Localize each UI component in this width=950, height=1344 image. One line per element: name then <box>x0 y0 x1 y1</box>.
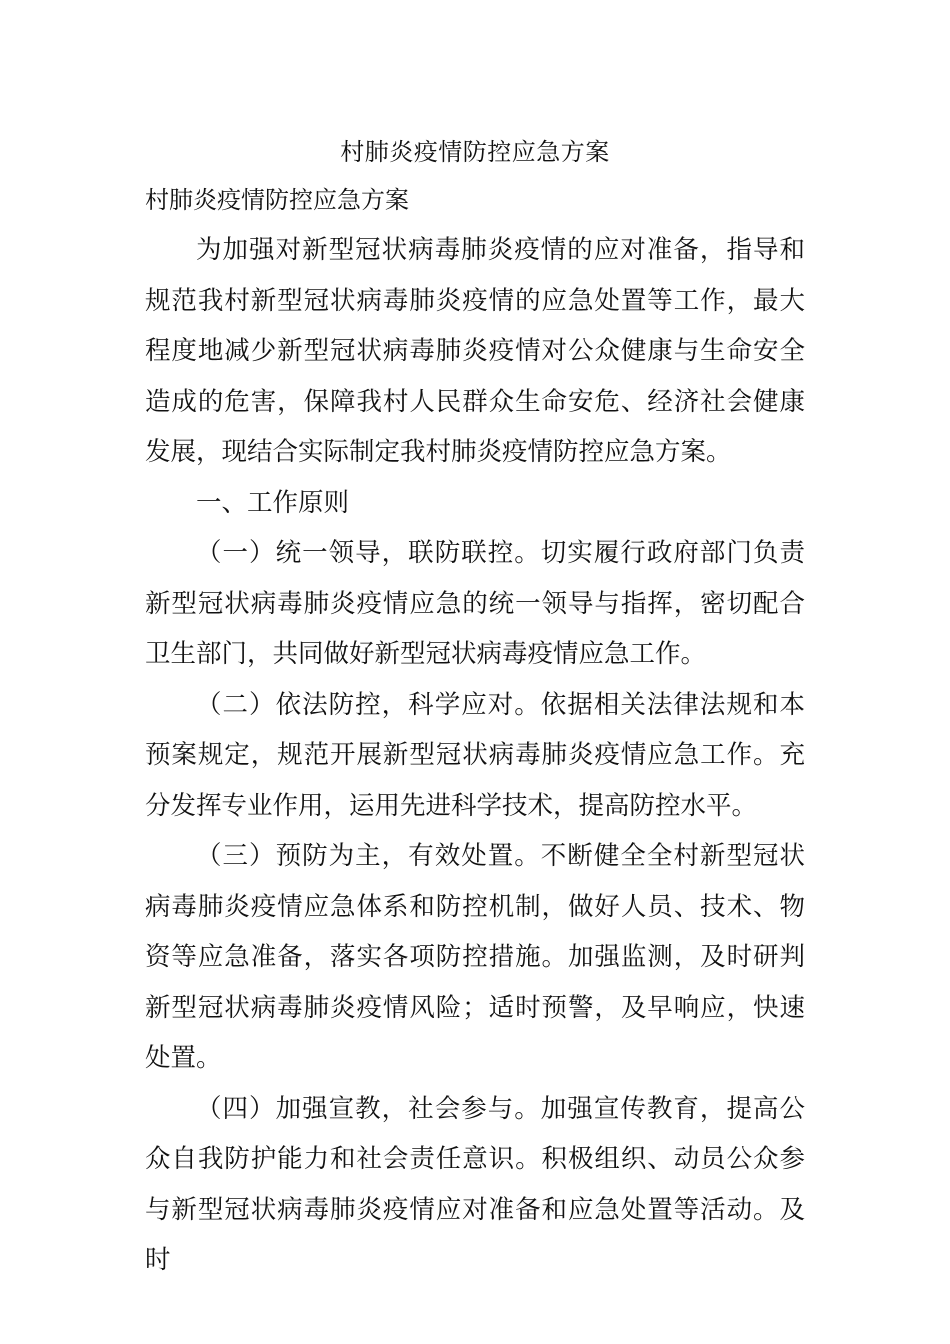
document-title: 村肺炎疫情防控应急方案 <box>340 138 610 166</box>
document-subtitle: 村肺炎疫情防控应急方案 <box>145 186 409 214</box>
paragraph-principle-3: （三）预防为主，有效处置。不断健全全村新型冠状病毒肺炎疫情应急体系和防控机制，做好人员、技术、物资等应急准备，落实各项防控措施。加强监测，及时研判新型冠状病毒肺炎疫情风险；适时预警，及早响应，快速处置。 <box>145 841 805 1073</box>
paragraph-principle-2: （二）依法防控，科学应对。依据相关法律法规和本预案规定，规范开展新型冠状病毒肺炎疫情应急工作。充分发挥专业作用，运用先进科学技术，提高防控水平。 <box>145 689 805 821</box>
paragraph-principle-4: （四）加强宣教，社会参与。加强宣传教育，提高公众自我防护能力和社会责任意识。积极组织、动员公众参与新型冠状病毒肺炎疫情应对准备和应急处置等活动。及时 <box>145 1093 805 1275</box>
document-body <box>145 181 805 1286</box>
section-heading-principles: 一、工作原则 <box>196 487 350 518</box>
paragraph-intro: 为加强对新型冠状病毒肺炎疫情的应对准备，指导和规范我村新型冠状病毒肺炎疫情的应急处置等工作，最大程度地减少新型冠状病毒肺炎疫情对公众健康与生命安全造成的危害，保障我村人民群众生命安危、经济社会健康发展，现结合实际制定我村肺炎疫情防控应急方案。 <box>145 235 805 467</box>
paragraph-principle-1: （一）统一领导，联防联控。切实履行政府部门负责新型冠状病毒肺炎疫情应急的统一领导与指挥，密切配合卫生部门，共同做好新型冠状病毒疫情应急工作。 <box>145 538 805 669</box>
